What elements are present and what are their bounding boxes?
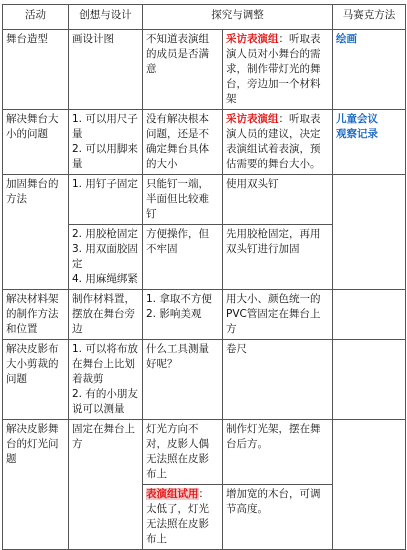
activity-table — [2, 4, 406, 550]
design-cell — [69, 340, 143, 420]
explore-solution-cell: 使用双头钉 — [223, 175, 333, 225]
explore-solution-cell — [223, 30, 333, 110]
method-cell — [333, 290, 406, 340]
method-cell — [333, 175, 406, 290]
design-item: 2. 可以用脚来量 — [72, 143, 138, 170]
solution-text: ：听取表演人员对小舞台的需求，制作带灯光的舞台，旁边加一个材料架 — [226, 33, 321, 105]
table-row — [3, 340, 406, 420]
table-row — [3, 420, 406, 485]
red-highlight: 采访表演组 — [226, 33, 279, 45]
explore-problem-cell: 什么工具测量好呢？ — [143, 340, 223, 420]
method-cell — [333, 420, 406, 550]
design-cell: 固定在舞台上方 — [69, 420, 143, 550]
activity-cell: 解决材料架的制作方法和位置 — [3, 290, 69, 340]
design-item: 4. 用麻绳绑紧 — [72, 273, 138, 285]
table-row — [3, 290, 406, 340]
table-row — [3, 175, 406, 225]
explore-solution-cell: 卷尺 — [223, 340, 333, 420]
method-cell: 绘画 — [333, 30, 406, 110]
explore-problem-cell: 没有解决根本问题，还是不确定舞台具体的大小 — [143, 110, 223, 175]
table-row — [3, 110, 406, 175]
explore-solution-cell: 用大小、颜色统一的PVC管固定在舞台上方 — [223, 290, 333, 340]
explore-problem-cell: 只能钉一端，半面但比较难钉 — [143, 175, 223, 225]
design-item: 2. 有的小朋友说可以测量 — [72, 388, 138, 415]
problem-text: ：太低了，灯光无法照在皮影布上 — [146, 488, 209, 545]
header-explore: 探究与调整 — [143, 5, 333, 30]
design-cell: 制作材料置，摆放在舞台旁边 — [69, 290, 143, 340]
explore-problem-cell — [143, 485, 223, 550]
design-item: 1. 可以将布放在舞台上比划着裁剪 — [72, 343, 138, 385]
explore-solution-cell: 制作灯光架，摆在舞台后方。 — [223, 420, 333, 485]
red-highlight: 采访表演组 — [226, 113, 279, 125]
explore-solution-cell: 先用胶枪固定，再用双头钉进行加固 — [223, 225, 333, 290]
design-cell — [69, 110, 143, 175]
design-cell — [69, 225, 143, 290]
table-row — [3, 30, 406, 110]
header-design: 创想与设计 — [69, 5, 143, 30]
activity-cell: 解决皮影舞台的灯光问题 — [3, 420, 69, 550]
method-cell — [333, 340, 406, 420]
design-item: 2. 用胶枪固定 — [72, 228, 138, 240]
design-cell: 画设计图 — [69, 30, 143, 110]
explore-problem-cell: 不知道表演组的成员是否满意 — [143, 30, 223, 110]
header-method: 马赛克方法 — [333, 5, 406, 30]
explore-solution-cell — [223, 110, 333, 175]
activity-cell: 解决舞台大小的问题 — [3, 110, 69, 175]
design-item: 3. 用双面胶固定 — [72, 243, 138, 270]
design-item: 1. 可以用尺子量 — [72, 113, 138, 140]
activity-cell: 舞台造型 — [3, 30, 69, 110]
header-row — [3, 5, 406, 30]
red-highlight: 表演组试用 — [146, 488, 199, 500]
explore-problem-cell: 1. 拿取不方便 2. 影响美观 — [143, 290, 223, 340]
explore-problem-cell: 方便操作，但不牢固 — [143, 225, 223, 290]
explore-problem-cell: 灯光方向不对，皮影人偶无法照在皮影布上 — [143, 420, 223, 485]
design-cell: 1. 用钉子固定 — [69, 175, 143, 225]
activity-cell: 加固舞台的方法 — [3, 175, 69, 290]
solution-text: ：听取表演人员的建议，决定表演组试着表演，预估需要的舞台大小。 — [226, 113, 321, 170]
activity-cell: 解决皮影布大小剪裁的问题 — [3, 340, 69, 420]
method-cell: 儿童会议 观察记录 — [333, 110, 406, 175]
header-activity: 活动 — [3, 5, 69, 30]
explore-solution-cell: 增加宽的木台，可调节高度。 — [223, 485, 333, 550]
